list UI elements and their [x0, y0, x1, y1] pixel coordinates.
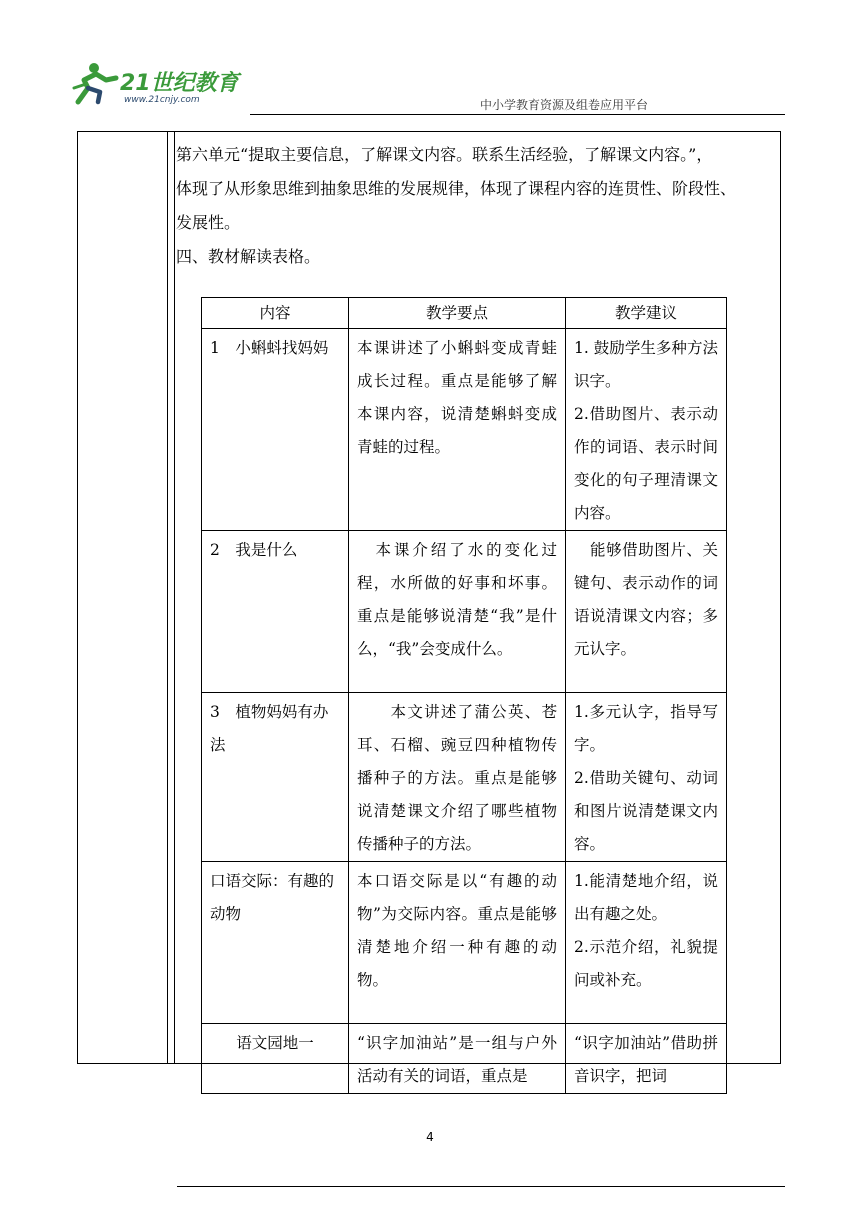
cell-content: 1 小蝌蚪找妈妈 [202, 329, 349, 531]
frame-divider-left [167, 132, 168, 1063]
cell-content: 口语交际：有趣的动物 [202, 862, 349, 1024]
frame-divider-right [174, 132, 175, 1063]
cell-advice [566, 531, 727, 693]
page-number: 4 [426, 1130, 434, 1144]
svg-text:www.21cnjy.com: www.21cnjy.com [124, 95, 200, 105]
table-row [202, 693, 727, 862]
advice-item: 1.多元认字，指导写字。 [574, 703, 718, 754]
svg-text:21世纪教育: 21世纪教育 [120, 71, 239, 96]
cell-points: 本课介绍了水的变化过程，水所做的好事和坏事。重点是能够说清楚“我”是什么，“我”会变成什么。 [349, 531, 566, 693]
cell-content: 语文园地一 [202, 1024, 349, 1094]
paragraph-line: 体现了从形象思维到抽象思维的发展规律，体现了课程内容的连贯性、阶段性、 [176, 179, 737, 198]
cell-advice [566, 693, 727, 862]
section-heading: 四、教材解读表格。 [176, 247, 321, 266]
header-advice: 教学建议 [566, 298, 727, 329]
textbook-analysis-table [201, 297, 727, 1094]
cell-points: “识字加油站”是一组与户外活动有关的词语，重点是 [349, 1024, 566, 1094]
body-paragraph [176, 138, 776, 274]
advice-item: “识字加油站”借助拼音识字，把词 [574, 1034, 718, 1085]
page-header [0, 0, 860, 120]
paragraph-line: 第六单元“提取主要信息，了解课文内容。联系生活经验，了解课文内容。”， [176, 145, 713, 164]
cell-content: 2 我是什么 [202, 531, 349, 693]
table-row [202, 1024, 727, 1094]
header-content: 内容 [202, 298, 349, 329]
advice-item: 1. 鼓励学生多种方法识字。 [574, 339, 718, 390]
cell-points: 本课讲述了小蝌蚪变成青蛙成长过程。重点是能够了解本课内容，说清楚蝌蚪变成青蛙的过程。 [349, 329, 566, 531]
advice-item: 2.借助图片、表示动作的词语、表示时间变化的句子理清课文内容。 [574, 405, 718, 522]
cell-advice [566, 862, 727, 1024]
footer-divider [177, 1186, 785, 1187]
cell-points: 本口语交际是以“有趣的动物”为交际内容。重点是能够清楚地介绍一种有趣的动物。 [349, 862, 566, 1024]
table-row [202, 862, 727, 1024]
cell-points: 本文讲述了蒲公英、苍耳、石榴、豌豆四种植物传播种子的方法。重点是能够说清楚课文介绍了哪些植物传播种子的方法。 [349, 693, 566, 862]
table-row [202, 329, 727, 531]
logo-21cnjy [72, 58, 242, 106]
cell-content: 3 植物妈妈有办法 [202, 693, 349, 862]
advice-item: 2.示范介绍，礼貌提问或补充。 [574, 938, 718, 989]
cell-advice [566, 329, 727, 531]
advice-item: 2.借助关键句、动词和图片说清楚课文内容。 [574, 769, 718, 853]
advice-item: 能够借助图片、关键句、表示动作的词语说清课文内容；多元认字。 [574, 541, 718, 658]
table-row [202, 531, 727, 693]
header-divider [250, 114, 785, 115]
table-header-row [202, 298, 727, 329]
header-points: 教学要点 [349, 298, 566, 329]
advice-item: 1.能清楚地介绍，说出有趣之处。 [574, 872, 718, 923]
paragraph-line: 发展性。 [176, 213, 241, 232]
platform-name: 中小学教育资源及组卷应用平台 [480, 98, 649, 112]
cell-advice [566, 1024, 727, 1094]
